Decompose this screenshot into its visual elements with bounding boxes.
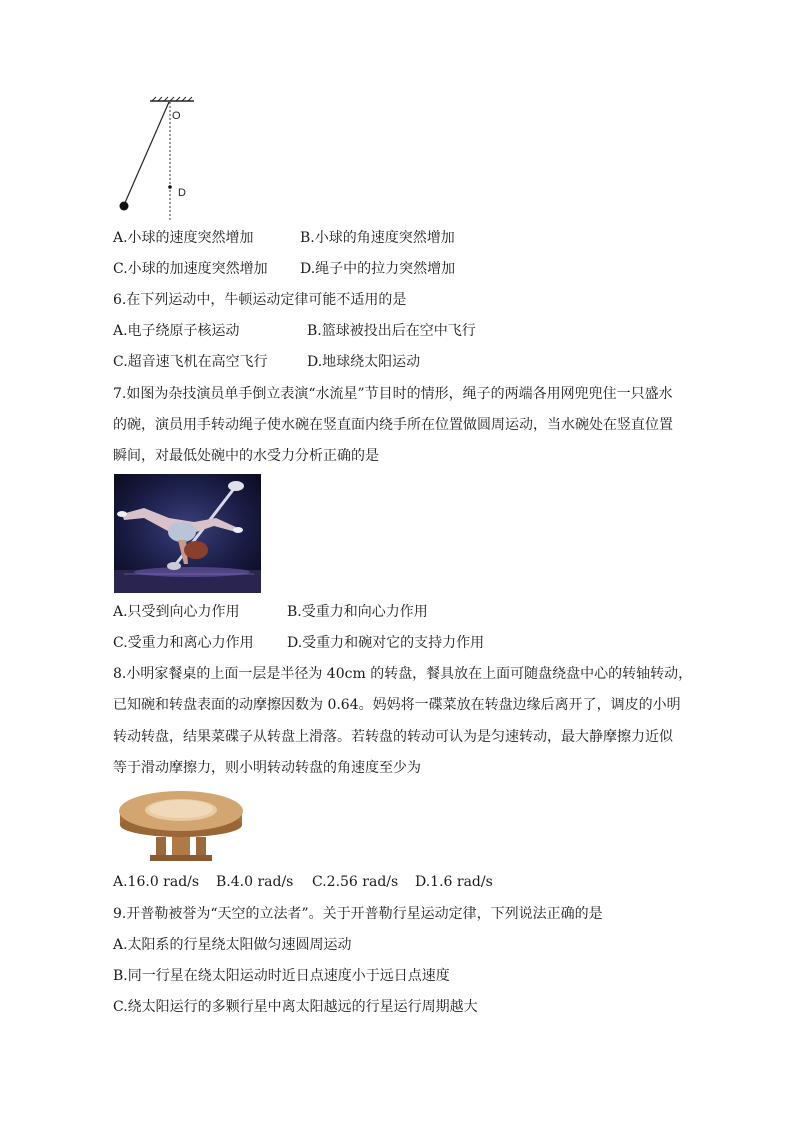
q8-option-b: B.4.0 rad/s bbox=[216, 874, 294, 890]
q6-option-a: A.电子绕原子核运动 bbox=[113, 323, 240, 339]
turntable-photo bbox=[114, 785, 248, 863]
q9-option-b: B.同一行星在绕太阳运动时近日点速度小于远日点速度 bbox=[113, 968, 450, 984]
q5-option-a: A.小球的速度突然增加 bbox=[113, 230, 254, 246]
label-d: D bbox=[178, 187, 186, 199]
q8-stem-line-4: 等于滑动摩擦力，则小明转动转盘的角速度至少为 bbox=[113, 760, 421, 776]
q8-stem-line-3: 转动转盘，结果菜碟子从转盘上滑落。若转盘的转动可认为是匀速转动，最大静摩擦力近似 bbox=[113, 729, 673, 745]
q7-option-d: D.受重力和碗对它的支持力作用 bbox=[287, 635, 485, 651]
q7-stem-line-1: 7.如图为杂技演员单手倒立表演“水流星”节目时的情形，绳子的两端各用网兜兜住一只盛水 bbox=[113, 386, 673, 402]
q7-option-a: A.只受到向心力作用 bbox=[113, 604, 240, 620]
q7-option-b: B.受重力和向心力作用 bbox=[287, 604, 428, 620]
q9-option-a: A.太阳系的行星绕太阳做匀速圆周运动 bbox=[113, 937, 352, 953]
q6-stem: 6.在下列运动中，牛顿运动定律可能不适用的是 bbox=[113, 292, 407, 308]
q5-option-b: B.小球的角速度突然增加 bbox=[300, 230, 455, 246]
q7-option-c: C.受重力和离心力作用 bbox=[113, 635, 254, 651]
q5-option-c: C.小球的加速度突然增加 bbox=[113, 261, 268, 277]
pendulum-ball bbox=[120, 202, 129, 211]
label-o: O bbox=[172, 110, 181, 122]
nail-point-d bbox=[168, 185, 172, 189]
q6-option-b: B.篮球被投出后在空中飞行 bbox=[307, 323, 476, 339]
ceiling-hatch bbox=[150, 97, 194, 101]
q5-option-d: D.绳子中的拉力突然增加 bbox=[300, 261, 456, 277]
pendulum-string bbox=[124, 102, 169, 205]
q7-stem-line-3: 瞬间，对最低处碗中的水受力分析正确的是 bbox=[113, 448, 379, 464]
q8-option-d: D.1.6 rad/s bbox=[415, 874, 493, 890]
q9-option-c: C.绕太阳运行的多颗行星中离太阳越远的行星运行周期越大 bbox=[113, 999, 478, 1015]
q8-stem-line-1: 8.小明家餐桌的上面一层是半径为 40cm 的转盘，餐具放在上面可随盘绕盘中心的转轴转动， bbox=[113, 666, 693, 682]
acrobat-photo bbox=[114, 474, 261, 593]
pendulum-figure bbox=[110, 92, 200, 222]
q8-stem-line-2: 已知碗和转盘表面的动摩擦因数为 0.64。妈妈将一碟菜放在转盘边缘后离开了，调皮的小明 bbox=[113, 697, 681, 713]
q6-option-c: C.超音速飞机在高空飞行 bbox=[113, 354, 268, 370]
q6-option-d: D.地球绕太阳运动 bbox=[307, 354, 421, 370]
q8-option-a: A.16.0 rad/s bbox=[113, 874, 200, 890]
q8-option-c: C.2.56 rad/s bbox=[312, 874, 399, 890]
q7-stem-line-2: 的碗，演员用手转动绳子使水碗在竖直面内绕手所在位置做圆周运动，当水碗处在竖直位置 bbox=[113, 417, 673, 433]
q9-stem: 9.开普勒被誉为“天空的立法者”。关于开普勒行星运动定律，下列说法正确的是 bbox=[113, 906, 603, 922]
